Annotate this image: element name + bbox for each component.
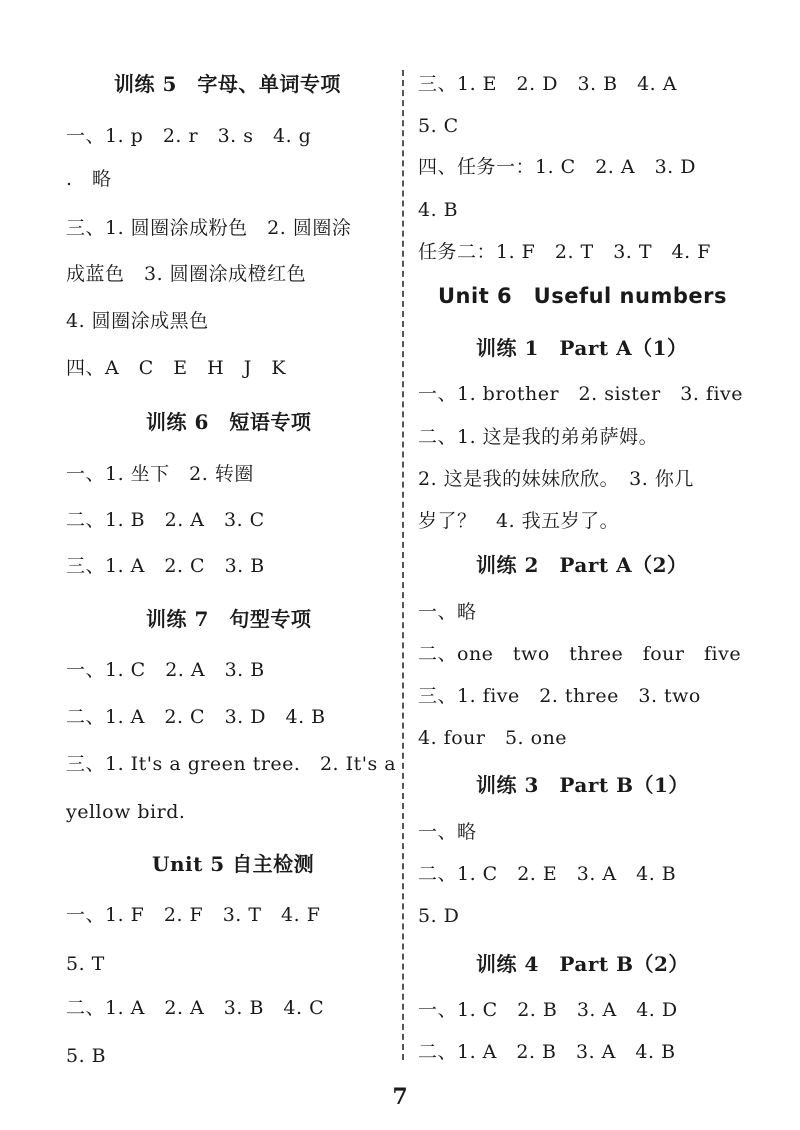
answer-line: 一、1. C 2. A 3. B xyxy=(66,659,265,681)
answer-line: 二、1. A 2. B 3. A 4. B xyxy=(418,1041,676,1063)
answer-line: 一、1. F 2. F 3. T 4. F xyxy=(66,904,321,926)
answer-line: 四、任务一：1. C 2. A 3. D xyxy=(418,156,696,178)
answer-line: 四、A C E H J K xyxy=(66,357,287,379)
section-title: 训练 7 句型专项 xyxy=(146,607,312,631)
answer-line: 一、略 xyxy=(418,821,477,843)
answer-line: 二、1. A 2. A 3. B 4. C xyxy=(66,997,325,1019)
answer-line: 岁了？ 4. 我五岁了。 xyxy=(418,510,620,532)
answer-line: 4. four 5. one xyxy=(418,727,568,749)
answer-line: yellow bird. xyxy=(66,801,186,823)
section-title: 训练 1 Part A（1） xyxy=(476,336,688,360)
answer-line: 一、1. brother 2. sister 3. five xyxy=(418,383,744,405)
answer-line: 三、1. five 2. three 3. two xyxy=(418,685,701,707)
answer-line: 三、1. It's a green tree. 2. It's a xyxy=(66,753,397,775)
answer-line: 5. T xyxy=(66,953,105,975)
answer-line: 成蓝色 3. 圆圈涂成橙红色 xyxy=(66,263,307,285)
unit-heading: Unit 6 Useful numbers xyxy=(438,284,727,308)
answer-line: 二、one two three four five xyxy=(418,643,742,665)
answer-line: 任务二：1. F 2. T 3. T 4. F xyxy=(418,241,711,263)
section-title: 训练 6 短语专项 xyxy=(146,410,312,434)
answer-line: 二、1. A 2. C 3. D 4. B xyxy=(66,706,326,728)
section-title: Unit 5 自主检测 xyxy=(152,852,315,876)
answer-line: 5. B xyxy=(66,1045,107,1067)
section-title: 训练 5 字母、单词专项 xyxy=(114,72,341,96)
answer-line: 二、1. C 2. E 3. A 4. B xyxy=(418,863,677,885)
answer-line: 一、1. C 2. B 3. A 4. D xyxy=(418,999,678,1021)
answer-line: 一、1. p 2. r 3. s 4. g xyxy=(66,125,312,147)
page-number: 7 xyxy=(392,1084,408,1110)
answer-line: 一、略 xyxy=(418,601,477,623)
section-title: 训练 2 Part A（2） xyxy=(476,553,688,577)
answer-line: 2. 这是我的妹妹欣欣。 3. 你几 xyxy=(418,468,694,490)
answer-line: 二、1. 这是我的弟弟萨姆。 xyxy=(418,426,659,448)
answer-line: 5. C xyxy=(418,115,459,137)
answer-line: 5. D xyxy=(418,905,460,927)
answer-line: . 略 xyxy=(66,168,112,190)
answer-line: 一、1. 坐下 2. 转圈 xyxy=(66,463,254,485)
answer-line: 二、1. B 2. A 3. C xyxy=(66,509,265,531)
answer-line: 三、1. E 2. D 3. B 4. A xyxy=(418,73,677,95)
column-divider xyxy=(402,70,404,1060)
section-title: 训练 3 Part B（1） xyxy=(476,773,689,797)
answer-line: 三、1. 圆圈涂成粉色 2. 圆圈涂 xyxy=(66,217,352,239)
answer-line: 三、1. A 2. C 3. B xyxy=(66,555,265,577)
section-title: 训练 4 Part B（2） xyxy=(476,952,689,976)
answer-line: 4. B xyxy=(418,199,459,221)
answer-line: 4. 圆圈涂成黑色 xyxy=(66,310,209,332)
